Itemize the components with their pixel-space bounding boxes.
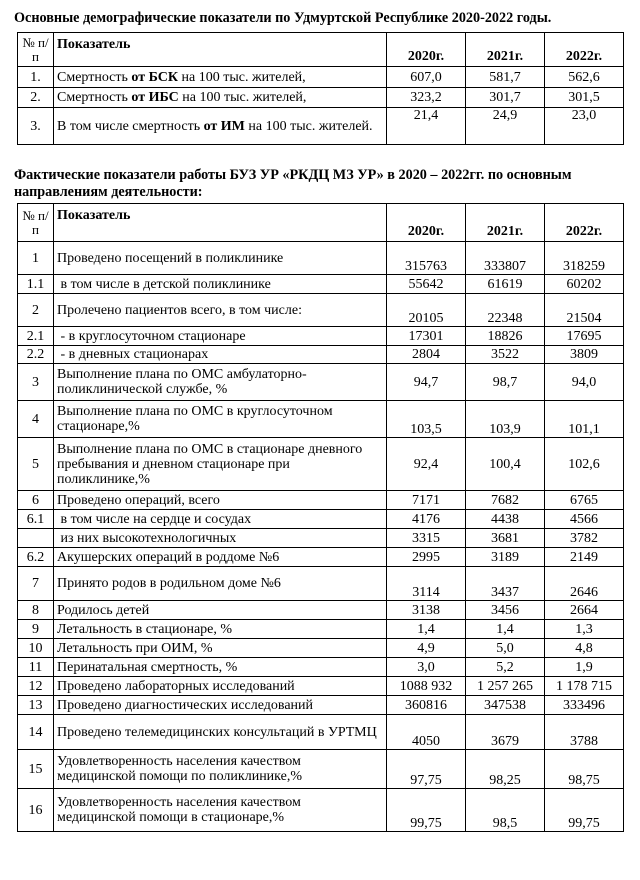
value-cell: 2646 (545, 567, 624, 601)
value-cell: 3189 (466, 548, 545, 567)
value-cell: 3456 (466, 601, 545, 620)
table1-header-year: 2022г. (545, 33, 624, 67)
indicator-emphasis: от ИБС (131, 90, 179, 105)
table-row (18, 491, 624, 510)
row-indicator: Проведено телемедицинских консультаций в УРТМЦ (54, 715, 387, 750)
value-cell: 7682 (466, 491, 545, 510)
row-number: 3 (18, 364, 54, 401)
value-cell: 323,2 (387, 88, 466, 108)
value-cell: 1 178 715 (545, 677, 624, 696)
value-cell: 2804 (387, 346, 466, 364)
value-cell: 2664 (545, 601, 624, 620)
row-number: 4 (18, 401, 54, 438)
value-cell: 360816 (387, 696, 466, 715)
value-cell: 562,6 (545, 67, 624, 88)
row-indicator: Проведено диагностических исследований (54, 696, 387, 715)
value-cell: 1,9 (545, 658, 624, 677)
value-cell: 7171 (387, 491, 466, 510)
table-row (18, 601, 624, 620)
value-cell: 607,0 (387, 67, 466, 88)
row-number: 6 (18, 491, 54, 510)
row-number: 6.2 (18, 548, 54, 567)
table-row (18, 639, 624, 658)
table2-header-name: Показатель (54, 204, 387, 242)
table-row (18, 750, 624, 789)
value-cell: 3788 (545, 715, 624, 750)
value-cell: 101,1 (545, 401, 624, 438)
value-cell: 20105 (387, 294, 466, 327)
row-indicator: Проведено операций, всего (54, 491, 387, 510)
table-row (18, 242, 624, 275)
row-number: 2.2 (18, 346, 54, 364)
value-cell: 3437 (466, 567, 545, 601)
value-cell: 94,7 (387, 364, 466, 401)
value-cell: 301,7 (466, 88, 545, 108)
row-indicator (54, 108, 387, 145)
table-row (18, 327, 624, 346)
table2-header-year: 2020г. (387, 204, 466, 242)
value-cell: 3315 (387, 529, 466, 548)
table-row (18, 108, 624, 145)
value-cell: 4050 (387, 715, 466, 750)
row-number: 12 (18, 677, 54, 696)
table-row (18, 620, 624, 639)
row-indicator: Выполнение плана по ОМС в круглосуточном стационаре,% (54, 401, 387, 438)
row-indicator: Пролечено пациентов всего, в том числе: (54, 294, 387, 327)
value-cell: 92,4 (387, 438, 466, 491)
row-indicator: Летальность при ОИМ, % (54, 639, 387, 658)
row-indicator: Выполнение плана по ОМС в стационаре дневного пребывания и дневном стационаре при поликлинике,% (54, 438, 387, 491)
table-row (18, 567, 624, 601)
value-cell: 1 257 265 (466, 677, 545, 696)
row-indicator: в том числе на сердце и сосудах (54, 510, 387, 529)
row-number: 1. (18, 67, 54, 88)
value-cell: 24,9 (466, 108, 545, 145)
value-cell: 61619 (466, 275, 545, 294)
row-number: 2 (18, 294, 54, 327)
row-number: 13 (18, 696, 54, 715)
value-cell: 3114 (387, 567, 466, 601)
value-cell: 97,75 (387, 750, 466, 789)
table-row (18, 715, 624, 750)
indicator-emphasis: от БСК (131, 69, 179, 85)
row-indicator: - в круглосуточном стационаре (54, 327, 387, 346)
value-cell: 3522 (466, 346, 545, 364)
value-cell: 55642 (387, 275, 466, 294)
table2-header-num: № п/п (18, 204, 54, 242)
value-cell: 23,0 (545, 108, 624, 145)
value-cell: 94,0 (545, 364, 624, 401)
table-row (18, 67, 624, 88)
value-cell: 5,0 (466, 639, 545, 658)
table2-body (18, 242, 624, 832)
indicator-text: на 100 тыс. жителей. (244, 118, 373, 134)
table-row (18, 438, 624, 491)
indicator-text: на 100 тыс. жителей, (178, 90, 307, 105)
row-number: 1.1 (18, 275, 54, 294)
value-cell: 21504 (545, 294, 624, 327)
table1-header-num: № п/п (18, 33, 54, 67)
value-cell: 2149 (545, 548, 624, 567)
indicator-text: В том числе смертность (57, 118, 204, 134)
value-cell: 1088 932 (387, 677, 466, 696)
demographic-table (17, 32, 624, 145)
value-cell: 17695 (545, 327, 624, 346)
performance-table (17, 203, 624, 832)
value-cell: 4438 (466, 510, 545, 529)
row-number: 8 (18, 601, 54, 620)
value-cell: 581,7 (466, 67, 545, 88)
table-row (18, 677, 624, 696)
value-cell: 98,25 (466, 750, 545, 789)
value-cell: 333807 (466, 242, 545, 275)
value-cell: 1,4 (387, 620, 466, 639)
table1-header-year: 2021г. (466, 33, 545, 67)
row-number: 14 (18, 715, 54, 750)
value-cell: 3782 (545, 529, 624, 548)
value-cell: 315763 (387, 242, 466, 275)
table-row (18, 364, 624, 401)
value-cell: 3138 (387, 601, 466, 620)
value-cell: 98,75 (545, 750, 624, 789)
table-row (18, 346, 624, 364)
row-indicator: Проведено посещений в поликлинике (54, 242, 387, 275)
value-cell: 1,3 (545, 620, 624, 639)
indicator-text: Смертность (57, 90, 132, 105)
value-cell: 4,8 (545, 639, 624, 658)
row-indicator: - в дневных стационарах (54, 346, 387, 364)
value-cell: 98,5 (466, 789, 545, 832)
row-indicator: Удовлетворенность населения качеством медицинской помощи по поликлинике,% (54, 750, 387, 789)
row-indicator: Удовлетворенность населения качеством медицинской помощи в стационаре,% (54, 789, 387, 832)
row-number (18, 529, 54, 548)
table2-header-row (18, 204, 624, 242)
value-cell: 5,2 (466, 658, 545, 677)
value-cell: 301,5 (545, 88, 624, 108)
row-number: 15 (18, 750, 54, 789)
row-number: 9 (18, 620, 54, 639)
table-row (18, 529, 624, 548)
row-indicator (54, 88, 387, 108)
table-row (18, 294, 624, 327)
value-cell: 99,75 (545, 789, 624, 832)
value-cell: 4,9 (387, 639, 466, 658)
value-cell: 3679 (466, 715, 545, 750)
row-indicator: Выполнение плана по ОМС амбулаторно-поликлинической службе, % (54, 364, 387, 401)
row-number: 6.1 (18, 510, 54, 529)
row-number: 3. (18, 108, 54, 145)
row-number: 7 (18, 567, 54, 601)
value-cell: 100,4 (466, 438, 545, 491)
row-number: 16 (18, 789, 54, 832)
row-indicator: Акушерских операций в роддоме №6 (54, 548, 387, 567)
table-row (18, 548, 624, 567)
table-row (18, 696, 624, 715)
value-cell: 102,6 (545, 438, 624, 491)
row-indicator: Проведено лабораторных исследований (54, 677, 387, 696)
table1-header-name: Показатель (54, 33, 387, 67)
indicator-text: Смертность (57, 69, 132, 85)
row-indicator (54, 67, 387, 88)
row-indicator: в том числе в детской поликлинике (54, 275, 387, 294)
table1-header-row (18, 33, 624, 67)
row-number: 2.1 (18, 327, 54, 346)
value-cell: 3681 (466, 529, 545, 548)
row-indicator: Перинатальная смертность, % (54, 658, 387, 677)
row-number: 10 (18, 639, 54, 658)
row-number: 11 (18, 658, 54, 677)
table-row (18, 789, 624, 832)
row-indicator: из них высокотехнологичных (54, 529, 387, 548)
value-cell: 4176 (387, 510, 466, 529)
value-cell: 4566 (545, 510, 624, 529)
value-cell: 3809 (545, 346, 624, 364)
table1-header-year: 2020г. (387, 33, 466, 67)
value-cell: 99,75 (387, 789, 466, 832)
row-indicator: Летальность в стационаре, % (54, 620, 387, 639)
value-cell: 18826 (466, 327, 545, 346)
table2-header-year: 2021г. (466, 204, 545, 242)
row-indicator: Принято родов в родильном доме №6 (54, 567, 387, 601)
value-cell: 21,4 (387, 108, 466, 145)
row-number: 2. (18, 88, 54, 108)
value-cell: 347538 (466, 696, 545, 715)
value-cell: 103,9 (466, 401, 545, 438)
row-number: 5 (18, 438, 54, 491)
indicator-emphasis: от ИМ (203, 118, 245, 134)
value-cell: 6765 (545, 491, 624, 510)
value-cell: 318259 (545, 242, 624, 275)
table-row (18, 510, 624, 529)
value-cell: 60202 (545, 275, 624, 294)
value-cell: 2995 (387, 548, 466, 567)
value-cell: 103,5 (387, 401, 466, 438)
table1-title: Основные демографические показатели по Удмуртской Республике 2020-2022 годы. (14, 10, 552, 26)
indicator-text: на 100 тыс. жителей, (178, 69, 306, 85)
value-cell: 1,4 (466, 620, 545, 639)
value-cell: 333496 (545, 696, 624, 715)
table-row (18, 658, 624, 677)
table2-title: Фактические показатели работы БУЗ УР «РКДЦ МЗ УР» в 2020 – 2022гг. по основным направлениям деятельности: (14, 167, 572, 200)
table2-header-year: 2022г. (545, 204, 624, 242)
value-cell: 3,0 (387, 658, 466, 677)
value-cell: 17301 (387, 327, 466, 346)
row-indicator: Родилось детей (54, 601, 387, 620)
row-number: 1 (18, 242, 54, 275)
value-cell: 22348 (466, 294, 545, 327)
table-row (18, 401, 624, 438)
value-cell: 98,7 (466, 364, 545, 401)
table-row (18, 275, 624, 294)
table-row (18, 88, 624, 108)
